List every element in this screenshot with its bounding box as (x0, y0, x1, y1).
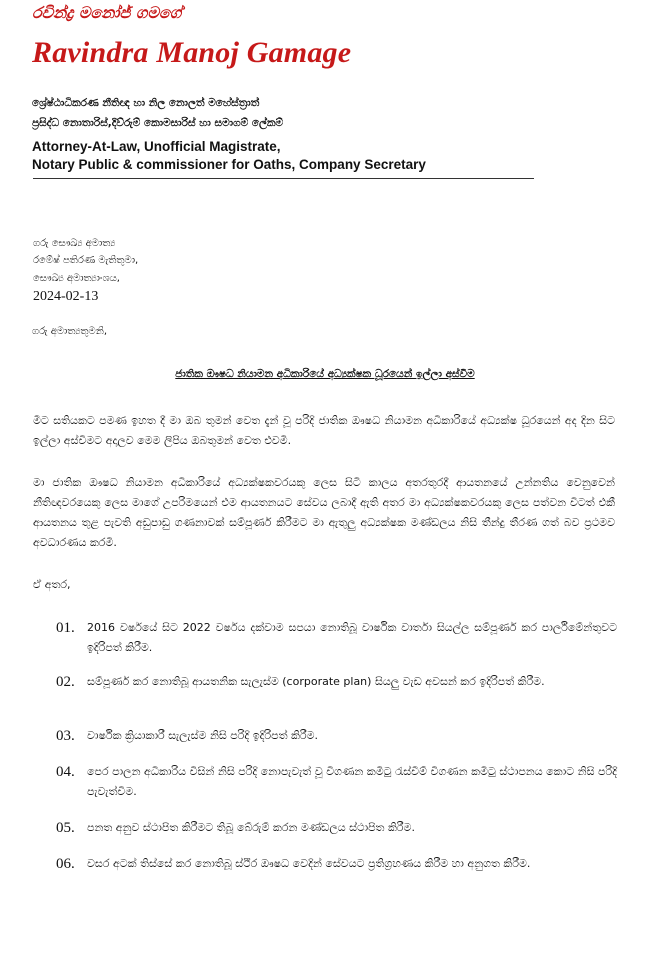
list-item-text: වසර අටක් තිස්සේ කර නොතිබූ ස්ථිර ඖෂධ වෙදින් සේවයට ප්‍රතිග්‍රහණය කිරීම හා අනුගත කිරීම. (87, 857, 531, 870)
list-item-text: 2016 වර්ෂයේ සිට 2022 වර්ෂය දක්වාම සපයා නොතිබූ වාර්ෂික වාර්තා සියල්ල සම්පූර්ණ කර පාර්ලිමේන්තුවට ඉදිරිපත් කිරීම. (87, 621, 617, 654)
list-item-number: 01. (56, 620, 75, 636)
letterhead-name-sinhala: රවින්ද්‍ර මනෝජ් ගමගේ (32, 3, 182, 22)
list-item-number: 02. (56, 674, 75, 690)
list-item-number: 03. (56, 728, 75, 744)
salutation: ගරු අමාත්‍යතුමනි, (32, 326, 108, 337)
list-item-text: පනත අනුව ස්ථාපිත කිරීමට තිබූ බේරුම් කරන මණ්ඩලය ස්ථාපිත කිරීම. (87, 821, 415, 834)
letterhead-title-english-1: Attorney-At-Law, Unofficial Magistrate, (32, 139, 281, 154)
paragraph-1: මීට සතියකට පමණ ඉහත දී මා ඔබ තුමන් වෙත දැන් වූ පරිදි ජාතික ඖෂධ නියාමන අධිකාරියේ අධ්‍යක්ෂ ධූරයෙන් අද දින සිට ඉල්ලා අස්වීමට අදාලව මෙම ලිපිය ඔබතුමන් වෙත එවමි. (33, 414, 615, 447)
recipient-line-1: ගරු සෞඛ්‍ය අමාත්‍ය (33, 238, 116, 249)
recipient-line-3: සෞඛ්‍ය අමාත්‍යාංශය, (33, 273, 120, 284)
letterhead-title-sinhala-1: ශ්‍රේෂ්ඨාධිකරණ නීතිඥ හා නිල නොලත් මහේස්ත්‍රාත් (32, 97, 260, 109)
list-item-number: 05. (56, 820, 75, 836)
paragraph-2: මා ජාතික ඖෂධ නියාමන අධිකාරියේ අධ්‍යක්ෂකවරයකු ලෙස සිටි කාලය අතරතුරදී ආයතනයේ උන්නතිය වෙනුවෙන් නීතිඥවරයෙකු ලෙස මාගේ උපරිමයෙන් එම ආයතනයට සේවය ලබාදී ඇති අතර මා අධ්‍යක්ෂකවරයකු ලෙස පත්වන විටත් එකී ආයතනය තුළ පැවති අඩුපාඩු ගණනාවක් සම්පූර්ණ කිරීමට මා ඇතුලු අධ්‍යක්ෂක මණ්ඩලය නිසි තීන්දු තීරණ ගත් බව ප්‍රථමව අවධාරණය කරමි. (33, 476, 615, 549)
list-intro: ඒ අතර, (33, 578, 71, 591)
letterhead-divider (33, 178, 534, 179)
list-item-number: 06. (56, 856, 75, 872)
recipient-line-2: රමේෂ් පතිරණ මැතිතුමා, (33, 255, 139, 266)
list-item-text: සම්පූර්ණ කර නොතිබූ ආයතනික සැලැස්ම (corporate plan) සියලු වැඩ අවසන් කර ඉදිරිපත් කිරීම. (87, 675, 545, 688)
list-item-number: 04. (56, 764, 75, 780)
letterhead-name-english: Ravindra Manoj Gamage (32, 36, 352, 69)
letterhead-title-sinhala-2: ප්‍රසිද්ධ නොතාරිස්,දිව්රුම් කොමසාරිස් හා සමාගම් ලේකම් (32, 117, 284, 129)
letter-date: 2024-02-13 (33, 289, 99, 304)
list-item-text: වාර්ෂික ක්‍රියාකාරී සැලැස්ම නිසි පරිදි ඉදිරිපත් කිරීම. (87, 729, 319, 742)
list-item-text: පෙර පාලන අධිකාරිය විසින් නිසි පරිදි නොපැවැත් වූ විගණන කමිටු රැස්වීම් විගණන කමිටු ස්ථාපනය කොට නිසි පරිදි පැවැත්වීම. (87, 765, 617, 798)
letterhead-title-english-2: Notary Public & commissioner for Oaths, Company Secretary (32, 157, 426, 172)
letter-subject: ජාතික ඖෂධ නියාමන අධිකාරියේ අධ්‍යක්ෂක ධූරයෙන් ඉල්ලා අස්වීම (175, 368, 475, 380)
